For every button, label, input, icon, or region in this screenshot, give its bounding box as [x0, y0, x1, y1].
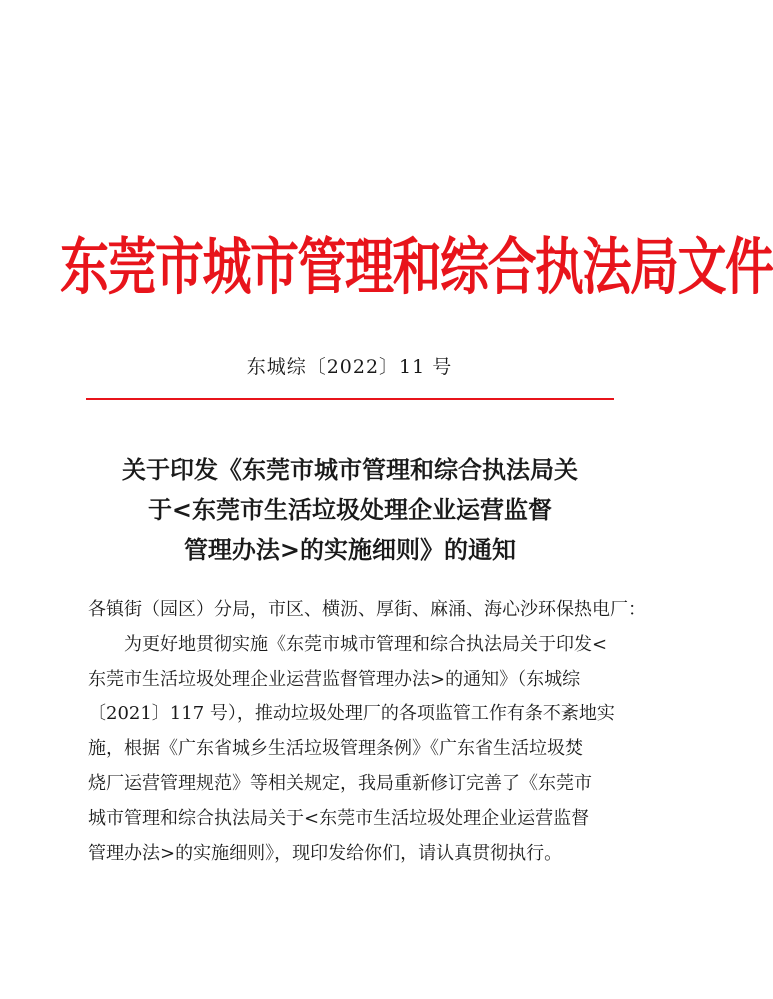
- addressee-line: 各镇街（园区）分局，市区、横沥、厚街、麻涌、海心沙环保热电厂：: [88, 599, 646, 620]
- body-line: 烧厂运营管理规范》等相关规定，我局重新修订完善了《东莞市: [88, 772, 592, 794]
- body-line: 城市管理和综合执法局关于<东莞市生活垃圾处理企业运营监督: [88, 807, 590, 829]
- notice-title-line: 于<东莞市生活垃圾处理企业运营监督: [147, 496, 553, 524]
- red-divider-line: [86, 398, 614, 400]
- notice-title: [80, 450, 620, 570]
- notice-title-line: 管理办法>的实施细则》的通知: [183, 536, 517, 564]
- body-line: 东莞市生活垃圾处理企业运营监督管理办法>的通知》（东城综: [88, 668, 581, 690]
- notice-body: [88, 593, 646, 871]
- body-line: 施，根据《广东省城乡生活垃圾管理条例》《广东省生活垃圾焚: [88, 738, 583, 760]
- body-line: 〔2021〕117 号），推动垃圾处理厂的各项监管工作有条不紊地实: [88, 703, 615, 725]
- notice-title-line: 关于印发《东莞市城市管理和综合执法局关: [122, 456, 578, 484]
- body-line: 管理办法>的实施细则》，现印发给你们，请认真贯彻执行。: [88, 842, 563, 864]
- body-line: 为更好地贯彻实施《东莞市城市管理和综合执法局关于印发<: [124, 633, 608, 655]
- document-number: 东城综〔2022〕11 号: [246, 356, 453, 378]
- masthead-title: 东莞市城市管理和综合执法局文件: [60, 231, 773, 303]
